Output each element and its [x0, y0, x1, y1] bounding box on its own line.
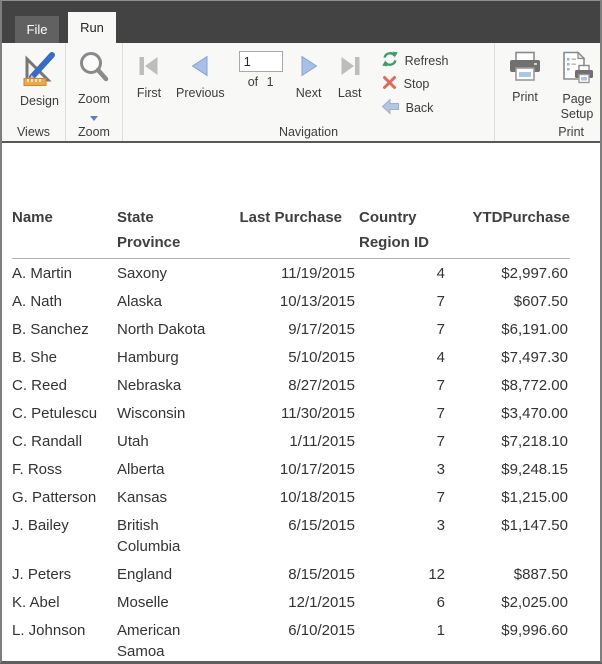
- table-row: [12, 371, 570, 399]
- table-row: [12, 399, 570, 427]
- table-row: [12, 315, 570, 343]
- cell-country-region-id: 1: [436, 622, 445, 639]
- cell-ytd-purchase: $2,025.00: [501, 594, 568, 611]
- cell-state-province: Nebraska: [117, 377, 182, 394]
- cell-name: F. Ross: [12, 461, 63, 478]
- print-button-label: Print: [512, 90, 538, 104]
- cell-ytd-purchase: $607.50: [513, 293, 568, 310]
- cell-country-region-id: 4: [436, 349, 445, 366]
- ribbon-group-zoom: [66, 43, 122, 141]
- cell-last-purchase: 12/1/2015: [288, 594, 355, 611]
- ribbon: [2, 43, 600, 143]
- cell-ytd-purchase: $2,997.60: [501, 265, 568, 282]
- cell-country-region-id: 7: [436, 377, 445, 394]
- first-page-button[interactable]: [135, 48, 163, 100]
- ribbon-group-navigation: [123, 43, 494, 141]
- cell-country-region-id: 4: [436, 265, 445, 282]
- cell-state-province: England: [117, 566, 173, 583]
- page-setup-button-label: Page Setup: [560, 92, 594, 121]
- cell-name: G. Patterson: [12, 489, 97, 506]
- cell-country-region-id: 7: [436, 321, 445, 338]
- cell-last-purchase: 9/17/2015: [288, 321, 355, 338]
- tab-run[interactable]: Run: [68, 12, 116, 43]
- cell-country-region-id: 6: [436, 594, 445, 611]
- cell-state-province: Saxony: [117, 265, 168, 282]
- cell-state-province: Moselle: [117, 594, 169, 611]
- cell-country-region-id: 7: [436, 489, 445, 506]
- last-page-button[interactable]: [336, 48, 364, 100]
- header-row: [12, 205, 570, 259]
- table-row: [12, 287, 570, 315]
- next-button-label: Next: [295, 86, 322, 100]
- cell-state-province: Kansas: [117, 489, 168, 506]
- cell-last-purchase: 6/10/2015: [288, 622, 355, 639]
- magnifier-icon: [76, 50, 112, 89]
- previous-button-label: Previous: [176, 86, 225, 100]
- cell-name: B. Sanchez: [12, 321, 89, 338]
- refresh-button-label: Refresh: [404, 53, 449, 68]
- zoom-group-label: Zoom: [78, 125, 110, 139]
- page-setup-icon: [559, 50, 595, 89]
- design-icon: [20, 50, 58, 91]
- table-row: [12, 616, 570, 661]
- last-button-label: Last: [337, 86, 362, 100]
- cell-state-province: Wisconsin: [117, 405, 186, 422]
- print-button[interactable]: [503, 50, 547, 105]
- cell-last-purchase: 10/17/2015: [279, 461, 355, 478]
- zoom-button-label: Zoom: [78, 92, 110, 106]
- design-button[interactable]: [20, 50, 59, 108]
- cell-ytd-purchase: $8,772.00: [501, 377, 568, 394]
- table-row: [12, 511, 570, 560]
- cell-ytd-purchase: $1,215.00: [501, 489, 568, 506]
- column-header-last-purchase: Last Purchase: [217, 205, 357, 259]
- navigation-group-label: Navigation: [278, 125, 339, 139]
- cell-country-region-id: 3: [436, 461, 445, 478]
- cell-state-province: Hamburg: [117, 349, 179, 366]
- cell-ytd-purchase: $887.50: [513, 566, 568, 583]
- cell-last-purchase: 6/15/2015: [288, 517, 355, 534]
- stop-button-label: Stop: [403, 77, 430, 91]
- ribbon-group-views: [2, 43, 65, 141]
- printer-icon: [507, 50, 543, 87]
- navigation-extra-buttons: [382, 51, 449, 118]
- cell-last-purchase: 8/15/2015: [288, 566, 355, 583]
- cell-country-region-id: 7: [436, 405, 445, 422]
- print-group-label: Print: [558, 125, 584, 139]
- column-header-state-province: State Province: [117, 205, 217, 259]
- back-icon: [382, 98, 399, 118]
- cell-ytd-purchase: $1,147.50: [501, 517, 568, 534]
- report-viewport: [2, 143, 600, 661]
- table-row: [12, 343, 570, 371]
- previous-page-button[interactable]: [176, 48, 225, 100]
- cell-last-purchase: 11/30/2015: [281, 405, 355, 422]
- cell-state-province: British Columbia: [117, 517, 181, 555]
- cell-state-province: American Samoa: [117, 622, 181, 660]
- stop-button[interactable]: [382, 75, 449, 93]
- tab-file[interactable]: File: [15, 16, 59, 43]
- design-button-label: Design: [20, 94, 59, 108]
- refresh-button[interactable]: [382, 51, 449, 70]
- cell-name: L. Johnson: [12, 622, 86, 639]
- back-button-label: Back: [405, 101, 434, 115]
- cell-name: A. Nath: [12, 293, 63, 310]
- cell-country-region-id: 12: [428, 566, 445, 583]
- table-row: [12, 259, 570, 288]
- cell-last-purchase: 5/10/2015: [288, 349, 355, 366]
- cell-state-province: Alaska: [117, 293, 163, 310]
- report-table: [12, 205, 570, 661]
- cell-name: J. Bailey: [12, 517, 69, 534]
- cell-ytd-purchase: $7,497.30: [501, 349, 568, 366]
- views-group-label: Views: [16, 125, 51, 139]
- ribbon-group-print: [495, 43, 600, 141]
- cell-name: C. Reed: [12, 377, 68, 394]
- page-number-box: [239, 51, 283, 89]
- cell-country-region-id: 7: [436, 293, 445, 310]
- column-header-country-region-id: Country Region ID: [357, 205, 447, 259]
- page-setup-button[interactable]: [555, 50, 599, 122]
- cell-ytd-purchase: $9,996.60: [501, 622, 568, 639]
- previous-page-icon: [186, 48, 214, 84]
- cell-name: J. Peters: [12, 566, 72, 583]
- cell-last-purchase: 8/27/2015: [288, 377, 355, 394]
- cell-state-province: Alberta: [117, 461, 165, 478]
- last-page-icon: [336, 48, 364, 84]
- refresh-icon: [382, 51, 398, 70]
- cell-last-purchase: 11/19/2015: [281, 265, 355, 282]
- cell-country-region-id: 3: [436, 517, 445, 534]
- cell-name: C. Randall: [12, 433, 83, 450]
- cell-ytd-purchase: $6,191.00: [501, 321, 568, 338]
- page-number-input[interactable]: [239, 51, 283, 72]
- stop-icon: [382, 75, 397, 93]
- back-button[interactable]: [382, 98, 449, 118]
- cell-ytd-purchase: $3,470.00: [501, 405, 568, 422]
- next-page-icon: [295, 48, 323, 84]
- table-row: [12, 560, 570, 588]
- chevron-down-icon[interactable]: [90, 110, 98, 124]
- table-row: [12, 588, 570, 616]
- cell-state-province: Utah: [117, 433, 149, 450]
- table-row: [12, 455, 570, 483]
- column-header-ytd-purchase: YTDPurchase: [447, 205, 570, 259]
- tab-strip: [2, 1, 600, 43]
- page-count-label: of 1: [247, 75, 274, 89]
- cell-name: B. She: [12, 349, 58, 366]
- cell-name: C. Petulescu: [12, 405, 98, 422]
- table-row: [12, 483, 570, 511]
- cell-name: K. Abel: [12, 594, 60, 611]
- cell-last-purchase: 1/11/2015: [289, 433, 355, 450]
- cell-country-region-id: 7: [436, 433, 445, 450]
- cell-ytd-purchase: $9,248.15: [501, 461, 568, 478]
- first-button-label: First: [136, 86, 162, 100]
- cell-ytd-purchase: $7,218.10: [501, 433, 568, 450]
- next-page-button[interactable]: [295, 48, 323, 100]
- cell-last-purchase: 10/13/2015: [279, 293, 355, 310]
- cell-state-province: North Dakota: [117, 321, 206, 338]
- cell-last-purchase: 10/18/2015: [279, 489, 355, 506]
- cell-name: A. Martin: [12, 265, 73, 282]
- column-header-name: Name: [12, 205, 117, 259]
- first-page-icon: [135, 48, 163, 84]
- table-row: [12, 427, 570, 455]
